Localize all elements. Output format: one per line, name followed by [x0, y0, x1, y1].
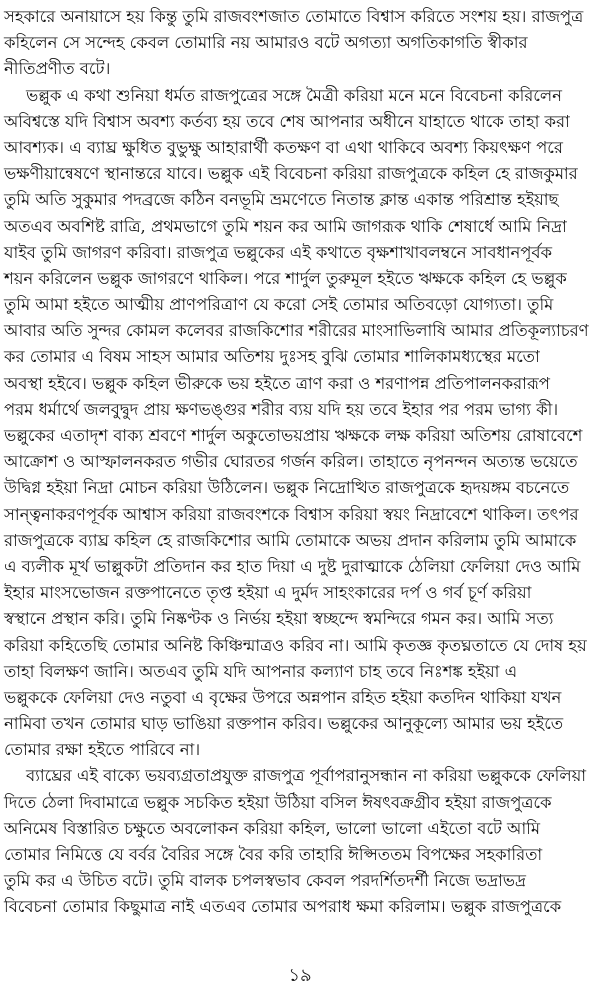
page-number: ১৯: [288, 965, 312, 986]
text-line: তোমার রক্ষা হইতে পারিবে না।: [4, 740, 201, 760]
text-line: নামিবা তখন তোমার ঘাড় ভাঙিয়া রক্তপান করিব। ভল্লুকের আনুকূল্যে আমার ভয় হইতে: [4, 714, 564, 734]
text-line: সহকারে অনায়াসে হয় কিন্তু তুমি রাজবংশজাত তোমাতে বিশ্বাস করিতে সংশয় হয়। রাজপুত্র: [4, 7, 584, 26]
text-line: অবিশ্বস্তে যদি বিশ্বাস অবশ্য কর্তব্য হয় তবে শেষ আপনার অধীনে যাহাতে থাকে তাহা করা: [4, 111, 570, 131]
text-line: কহিলেন সে সন্দেহ কেবল তোমারি নয় আমারও বটে অগত্যা অগতিকাগতি স্বীকার: [4, 33, 528, 53]
text-line: শয়ন করিলেন ভল্লুক জাগরণে থাকিল। পরে শার্দুল তুরুমূল হইতে ঋক্ষকে কহিল হে ভল্লুক: [4, 268, 567, 288]
text-line: তুমি কর এ উচিত বটে। তুমি বালক চপলস্বভাব কেবল পরদর্শিতদর্শী নিজে ভদ্রাভদ্র: [4, 871, 526, 891]
body-text: [4, 4, 592, 921]
text-line: আবশ্যক। এ ব্যাঘ্র ক্ষুধিত বুভুক্ষু আহারার্থী কতক্ষণ বা এথা থাকিবে অবশ্য কিয়ৎক্ষণ পরে: [4, 137, 563, 157]
text-line: দিতে ঠেলা দিবামাত্রে ভল্লুক সচকিত হইয়া উঠিয়া বসিল ঈষৎবক্রগ্রীব হইয়া রাজপুত্রকে: [4, 792, 552, 812]
text-line: ভল্লুক এ কথা শুনিয়া ধর্মত রাজপুত্রের সঙ্গে মৈত্রী করিয়া মনে মনে বিবেচনা করিলেন: [26, 85, 562, 105]
text-line: সান্ত্বনাকরণপূর্বক আশ্বাস করিয়া রাজবংশকে বিশ্বাস করিয়া স্বয়ং নিদ্রাবেশে থাকিল। তৎপর: [4, 504, 579, 524]
text-line: ভল্লুককে ফেলিয়া দেও নতুবা এ বৃক্ষের উপরে অন্নপান রহিত হইয়া কতদিন থাকিয়া যখন: [4, 687, 562, 707]
text-line: তাহা বিলক্ষণ জানি। অতএব তুমি যদি আপনার কল্যাণ চাহ তবে নিঃশঙ্ক হইয়া এ: [4, 661, 518, 681]
text-line: তুমি আমা হইতে আত্মীয় প্রাণপরিত্রাণ যে করো সেই তোমার অতিবড়ো যোগ্যতা। তুমি: [4, 295, 554, 315]
text-line: আবার অতি সুন্দর কোমল কলেবর রাজকিশোর শরীরের মাংসাভিলাষি আমার প্রতিকূল্যাচরণ: [4, 321, 589, 341]
text-line: ব্যাঘ্রের এই বাক্যে ভয়ব্যগ্রতাপ্রযুক্ত রাজপুত্র পূর্বাপরানুসন্ধান না করিয়া ভল্লুককে ফেলিয়া: [26, 766, 586, 786]
text-line: তোমার নিমিত্তে যে বর্বর বৈরির সঙ্গে বৈর করি তাহারি ঈপ্সিততম বিপক্ষের সহকারিতা: [4, 845, 543, 864]
text-line: এ ব্যলীক মূর্খ ভাল্লুকটা প্রতিদান কর হাত দিয়া এ দুষ্ট দুরাত্মাকে ঠেলিয়া ফেলিয়া দেও আমি: [4, 556, 581, 576]
text-line: ভল্লুকের এতাদৃশ বাক্য শ্রবণে শার্দুল অকুতোভয়প্রায় ঋক্ষকে লক্ষ করিয়া অতিশয় রোষাবেশে: [4, 426, 583, 445]
paragraph: [4, 83, 592, 764]
text-line: স্বস্থানে প্রস্থান করি। তুমি নিষ্কণ্টক ও নির্ভয় হইয়া স্বচ্ছন্দে স্বমন্দিরে গমন কর। আমি সত্য: [4, 609, 554, 629]
text-line: তুমি অতি সুকুমার পদব্রজে কঠিন বনভূমি ভ্রমণেতে নিতান্ত ক্লান্ত একান্ত পরিশ্রান্ত হইয়াছ: [4, 190, 559, 210]
text-line: নীতিপ্রণীত বটে।: [4, 59, 111, 79]
paragraph: [4, 4, 592, 83]
text-line: ইহার মাংসভোজন রক্তপানেতে তৃপ্ত হইয়া এ দুর্মদ সাহংকারের দর্প ও গর্ব চূর্ণ করিয়া: [4, 583, 532, 603]
text-line: অনিমেষ বিস্তারিত চক্ষুতে অবলোকন করিয়া কহিল, ভালো ভালো এইতো বটে আমি: [4, 818, 540, 838]
text-line: করিয়া কহিতেছি তোমার অনিষ্ট কিঞ্চিন্মাত্রও করিব না। আমি কৃতজ্ঞ কৃতঘ্নতাতে যে দোষ হয়: [4, 635, 587, 655]
text-line: পরম ধর্মার্থে জলবুদ্বুদ প্রায় ক্ষণভঙ্গুর শরীর ব্যয় যদি হয় তবে ইহার পর পরম ভাগ্য কী।: [4, 399, 559, 419]
text-line: বিবেচনা তোমার কিছুমাত্র নাই এতএব তোমার অপরাধ ক্ষমা করিলাম। ভল্লুক রাজপুত্রকে: [4, 897, 562, 917]
text-line: আক্রোশ ও আস্ফালনকরত গভীর ঘোরতর গর্জন করিল। তাহাতে নৃপনন্দন অত্যন্ত ভয়েতে: [4, 452, 578, 472]
text-line: কর তোমার এ বিষম সাহস আমার অতিশয় দুঃসহ বুঝি তোমার শালিকামধ্যস্থের মতো: [4, 347, 540, 367]
text-line: যাইব তুমি জাগরণ করিবা। রাজপুত্র ভল্লুকের এই কথাতে বৃক্ষশাখাবলম্বনে সাবধানপূর্বক: [4, 242, 552, 262]
text-line: অবস্থা হইবে। ভল্লুক কহিল ভীরুকে ভয় হইতে ত্রাণ করা ও শরণাপন্ন প্রতিপালনকরারূপ: [4, 373, 550, 393]
text-line: রাজপুত্রকে ব্যাঘ্র কহিল হে রাজকিশোর আমি তোমাকে অভয় প্রদান করিলাম তুমি আমাকে: [4, 530, 577, 550]
text-line: উদ্বিগ্ন হইয়া নিদ্রা মোচন করিয়া উঠিলেন। ভল্লুক নিদ্রোত্থিত রাজপুত্রকে হৃদয়ঙ্গম বচনেতে: [4, 478, 570, 498]
text-line: ভক্ষণীয়ান্বেষণে স্থানান্তরে যাবে। ভল্লুক এই বিবেচনা করিয়া রাজপুত্রকে কহিল হে রাজকুমার: [4, 164, 578, 184]
paragraph: [4, 763, 592, 920]
text-line: অতএব অবশিষ্ট রাত্রি, প্রথমভাগে তুমি শয়ন কর আমি জাগরূক থাকি শেষার্ধে আমি নিদ্রা: [4, 216, 567, 236]
